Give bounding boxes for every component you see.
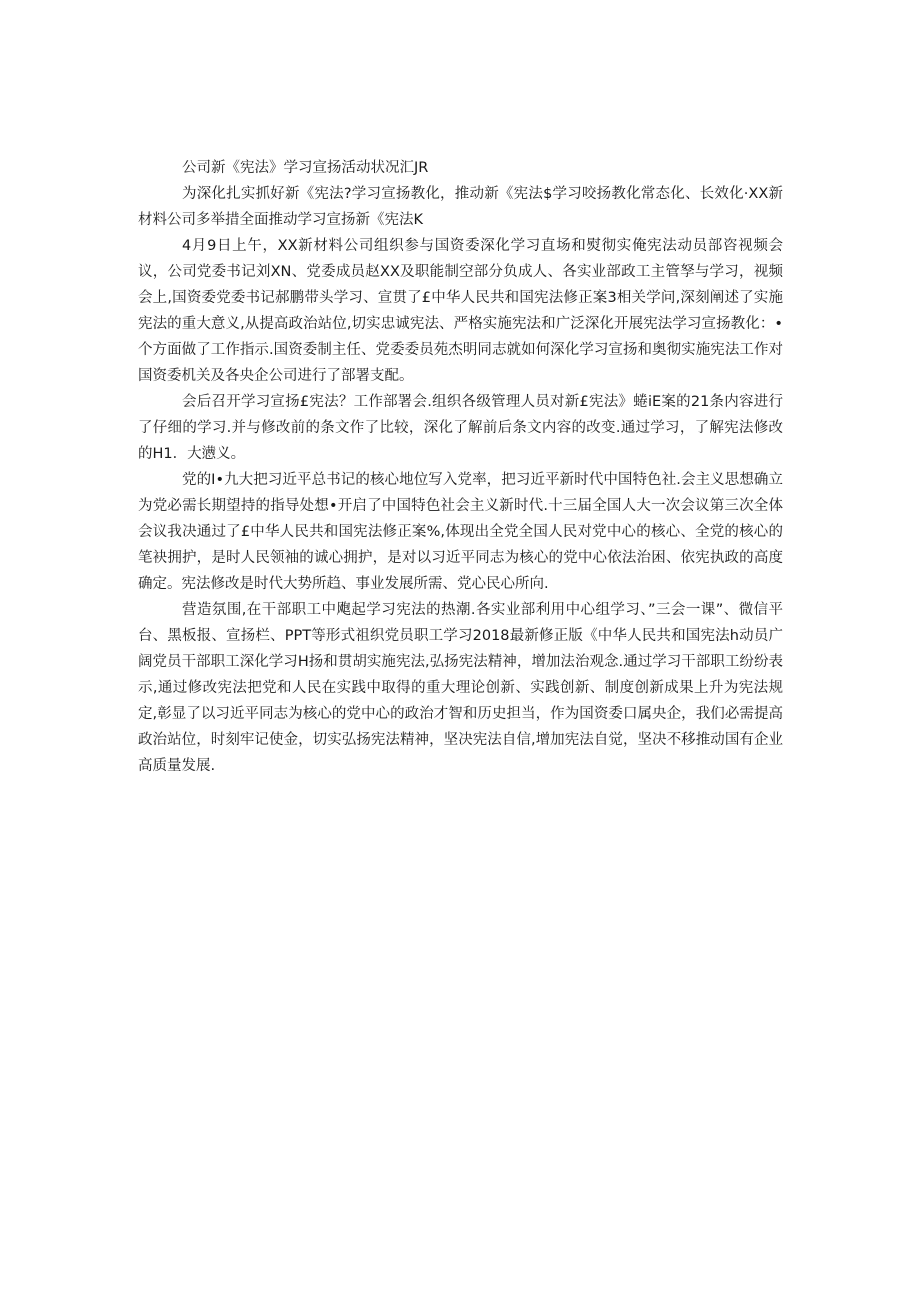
document-title: 公司新《宪法》学习宣扬活动状况汇JR xyxy=(182,160,429,176)
paragraph-study-session: 会后召开学习宣扬£宪法？工作部署会.组织各级管理人员对新£宪法》蜷iE案的21条内容进行了仔细的学习.并与修改前的条文作了比较，深化了解前后条文内容的改变.通过学习，了解宪法修改的H1．大懑义。 xyxy=(138,394,783,462)
paragraph-video-meeting: 4月9日上午，XX新材料公司组织参与国资委深化学习直场和熨彻实俺宪法动员部咨视频会议，公司党委书记刘XN、党委成员赵XX及职能制空部分负成人、各实业部政工主管孥与学习，视频会上,国资委党委书记郝鹏带头学习、宣贯了£中华人民共和国宪法修正案3相关学问,深刻阐述了实施宪法的重大意义,从提高政治站位,切实忠诚宪法、严格实施宪法和广泛深化开展宪法学习宣扬教化：•个方面做了工作指示.国资委制主任、党委委员苑杰明同志就如何深化学习宣扬和奥彻实施宪法工作对国资委机关及各央企公司进行了部署支配。 xyxy=(138,238,783,384)
paragraph-significance: 党的I•九大把习近平总书记的核心地位写入党率，把习近平新时代中国特色社.会主义思想确立为党必需长期望持的指导处想•开启了中国特色社会主义新时代.十三届全国人大一次会议第三次全体会议我决通过了£中华人民共和国宪法修正案%,体现出全党全国人民对党中心的核心、全党的核心的笔袂拥护，是时人民领袖的诚心拥护，是对以习近平同志为核心的党中心依法治困、依宪执政的高度确定。宪法修改是时代大势所趋、事业发展所需、党心民心所向. xyxy=(138,472,783,592)
document-body xyxy=(138,155,783,779)
paragraph-intro: 为深化扎实抓好新《宪法?学习宣扬教化，推动新《宪法$学习咬扬教化常态化、长效化·XX新材料公司多举措全面推动学习宣扬新《宪法K xyxy=(138,186,783,228)
paragraph-atmosphere: 营造氛围,在干部职工中飑起学习宪法的热潮.各实业部利用中心组学习、”三会一课”、微信平台、黑板报、宣扬栏、PPT等形式祖织党员职工学习2018最新修正版《中华人民共和国宪法h动员广阔党员干部职工深化学习H扬和贯胡实施宪法,弘扬宪法精神，增加法治观念.通过学习干部职工纷纷表示,通过修改宪法把党和人民在实践中取得的重大理论创新、实践创新、制度创新成果上升为宪法规定,彰显了以习近平同志为核心的党中心的政治才智和历史担当，作为国资委口属央企，我们必需提高政治站位，时刻牢记使金，切实弘扬宪法精神，坚决宪法自信,增加宪法自觉，坚决不移推动国有企业高质量发展. xyxy=(138,602,783,774)
